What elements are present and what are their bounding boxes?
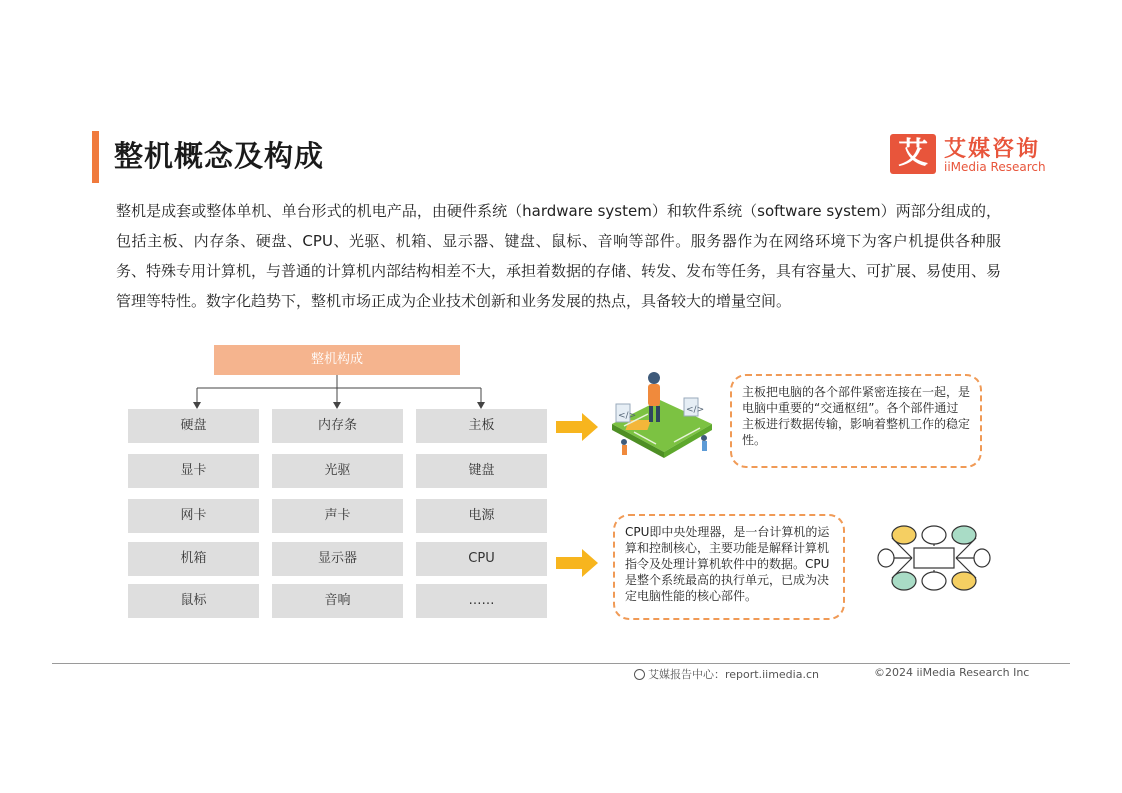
arrow-right-icon [556, 412, 600, 442]
component-cell: 声卡 [272, 499, 403, 533]
logo-mark: 艾 [890, 134, 936, 174]
component-cell: 网卡 [128, 499, 259, 533]
component-cell: 音响 [272, 584, 403, 618]
component-cell: 机箱 [128, 542, 259, 576]
motherboard-illustration [604, 368, 716, 466]
mainboard-note: 主板把电脑的各个部件紧密连接在一起，是电脑中重要的“交通枢纽”。各个部件通过主板进行数据传输，影响着整机工作的稳定性。 [730, 374, 982, 468]
component-cell: CPU [416, 542, 547, 576]
footer-source [634, 666, 819, 682]
component-cell: 主板 [416, 409, 547, 443]
component-cell: …… [416, 584, 547, 618]
footer-divider [52, 663, 1070, 664]
diagram-root-node: 整机构成 [214, 345, 460, 375]
component-cell: 光驱 [272, 454, 403, 488]
component-cell: 显示器 [272, 542, 403, 576]
logo-english-name: iiMedia Research [944, 160, 1046, 174]
component-cell: 鼠标 [128, 584, 259, 618]
page-title: 整机概念及构成 [114, 139, 325, 173]
intro-paragraph: 整机是成套或整体单机、单台形式的机电产品，由硬件系统（hardware system）和软件系统（software system）两部分组成的，包括主板、内存条、硬盘、CPU、光驱、机箱、显示器、键盘、鼠标、音响等部件。服务器作为在网络环境下为客户机提供各种服务、特殊专用计算机，与普通的计算机内部结构相差不大，承担着数据的存储、转发、发布等任务，具有容量大、可扩展、易使用、易管理等特性。数字化趋势下，整机市场正成为企业技术创新和业务发展的热点，具备较大的增量空间。 [116, 202, 1002, 310]
component-cell: 内存条 [272, 409, 403, 443]
component-cell: 电源 [416, 499, 547, 533]
svg-text:</>: </> [618, 411, 637, 421]
globe-icon [634, 669, 645, 680]
component-cell: 硬盘 [128, 409, 259, 443]
logo-chinese-name: 艾媒咨询 [944, 137, 1041, 162]
cpu-hub-illustration [876, 524, 992, 592]
arrow-right-icon [556, 548, 600, 578]
component-cell: 显卡 [128, 454, 259, 488]
cpu-note: CPU即中央处理器，是一台计算机的运算和控制核心，主要功能是解释计算机指令及处理计算机软件中的数据。CPU是整个系统最高的执行单元，已成为决定电脑性能的核心部件。 [613, 514, 845, 620]
svg-text:</>: </> [686, 405, 705, 415]
footer-copyright: ©2024 iiMedia Research Inc [874, 666, 1030, 679]
component-cell: 键盘 [416, 454, 547, 488]
footer-source-text: 艾媒报告中心：report.iimedia.cn [648, 668, 819, 681]
